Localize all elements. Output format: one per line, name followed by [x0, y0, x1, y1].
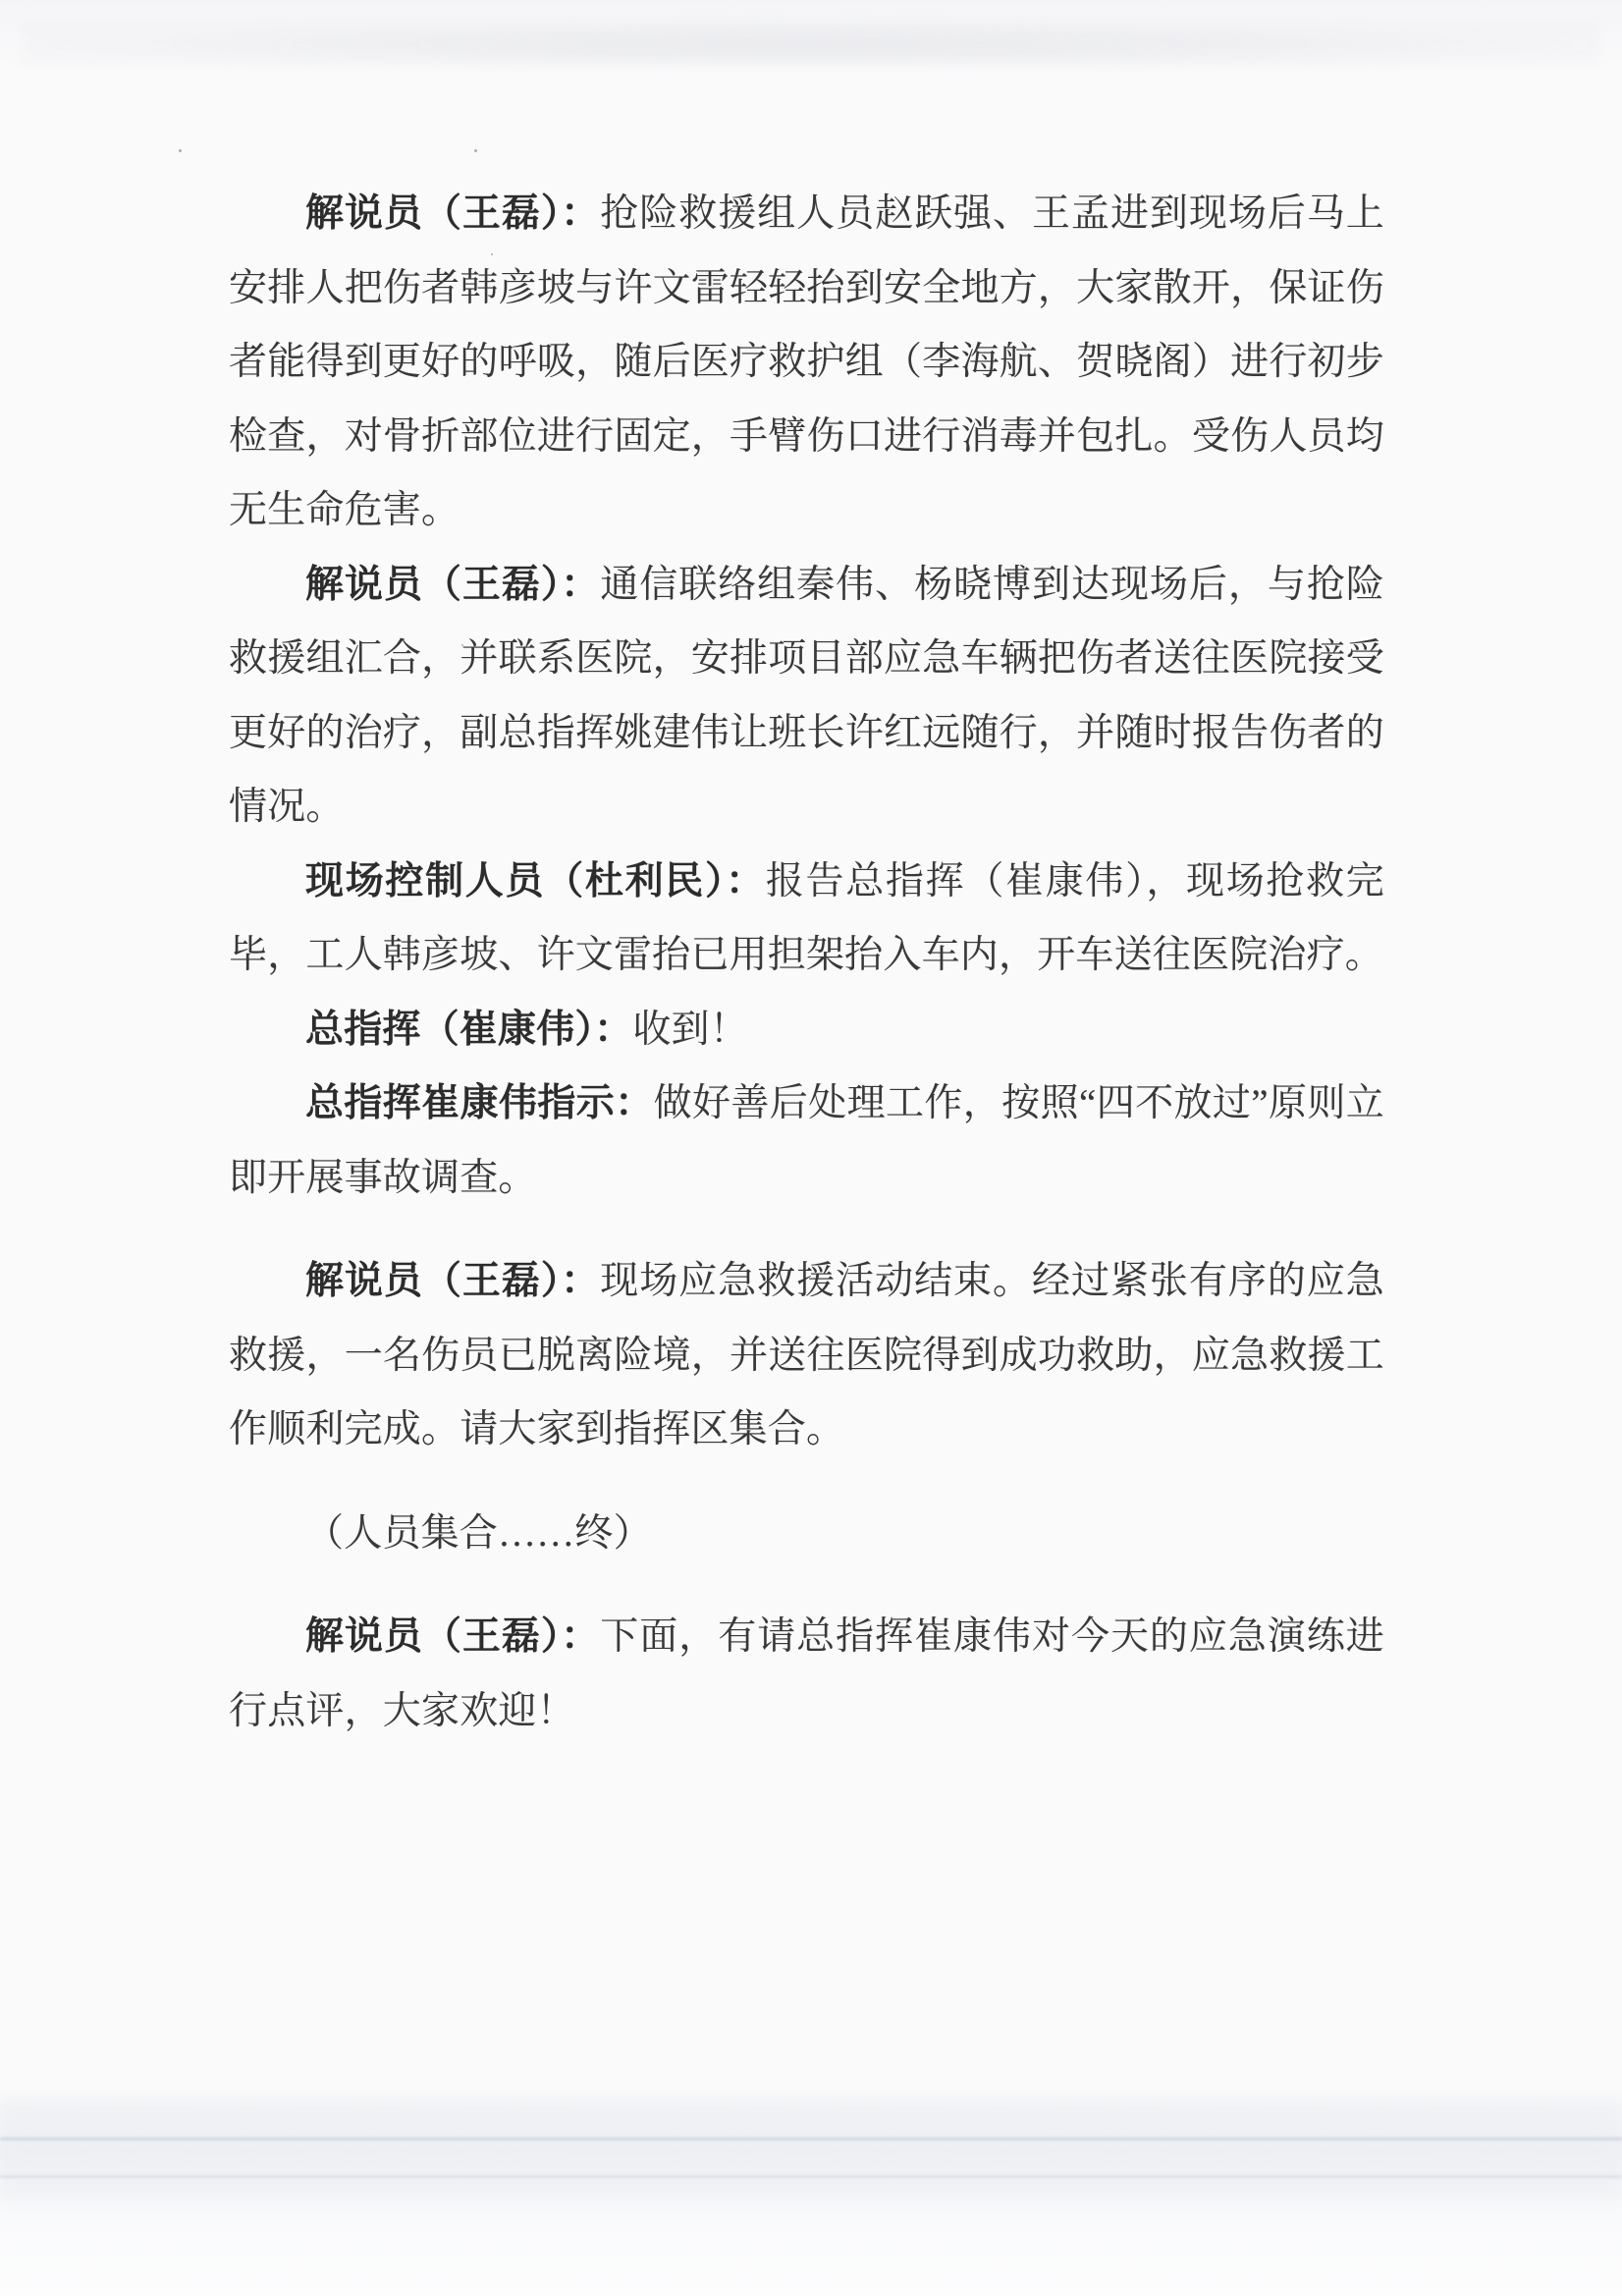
scan-artifact-bottom-band [0, 2100, 1622, 2202]
document-body [229, 177, 1384, 1748]
paragraph [229, 1244, 1384, 1467]
speech-text: 抢险救援组人员赵跃强、王孟进到现场后马上安排人把伤者韩彦坡与许文雷轻轻抬到安全地方，大家散开，保证伤者能得到更好的呼吸，随后医疗救护组（李海航、贺晓阁）进行初步检查，对骨折部位进行固定，手臂伤口进行消毒并包扎。受伤人员均无生命危害。 [229, 192, 1384, 531]
speech-text: 做好善后处理工作，按照“四不放过”原则立即开展事故调查。 [229, 1082, 1384, 1199]
scan-artifact-top-band [20, 20, 1600, 67]
paragraph [229, 1066, 1384, 1215]
speech-text: 通信联络组秦伟、杨晓博到达现场后，与抢险救援组汇合，并联系医院，安排项目部应急车辆把伤者送往医院接受更好的治疗，副总指挥姚建伟让班长许红远随行，并随时报告伤者的情况。 [229, 563, 1384, 828]
paragraph [229, 993, 1384, 1067]
paragraph [229, 1600, 1384, 1748]
paragraph [229, 1497, 1384, 1571]
scan-artifact-streak [0, 2137, 1622, 2141]
scan-speck [179, 149, 182, 152]
speech-text: （人员集合……终） [305, 1511, 652, 1555]
paragraph [229, 177, 1384, 548]
scan-artifact-streak [0, 2175, 1622, 2178]
speaker-label: 解说员（王磊）： [305, 1260, 601, 1302]
speech-text: 收到！ [632, 1008, 748, 1051]
speech-text: 报告总指挥（崔康伟），现场抢救完毕，工人韩彦坡、许文雷抬已用担架抬入车内，开车送往医院治疗。 [229, 859, 1384, 976]
speech-text: 下面，有请总指挥崔康伟对今天的应急演练进行点评，大家欢迎！ [229, 1615, 1384, 1732]
speaker-label: 解说员（王磊）： [305, 1615, 601, 1658]
paragraph [229, 548, 1384, 845]
paragraph [229, 845, 1384, 993]
speaker-label: 解说员（王磊）： [305, 563, 601, 606]
speaker-label: 总指挥（崔康伟）： [305, 1008, 633, 1051]
speaker-label: 现场控制人员（杜利民）： [305, 859, 766, 902]
speaker-label: 总指挥崔康伟指示： [305, 1082, 654, 1124]
speaker-label: 解说员（王磊）： [305, 192, 601, 235]
scan-speck [474, 149, 477, 152]
speech-text: 现场应急救援活动结束。经过紧张有序的应急救援，一名伤员已脱离险境，并送往医院得到成功救助，应急救援工作顺利完成。请大家到指挥区集合。 [229, 1260, 1384, 1450]
